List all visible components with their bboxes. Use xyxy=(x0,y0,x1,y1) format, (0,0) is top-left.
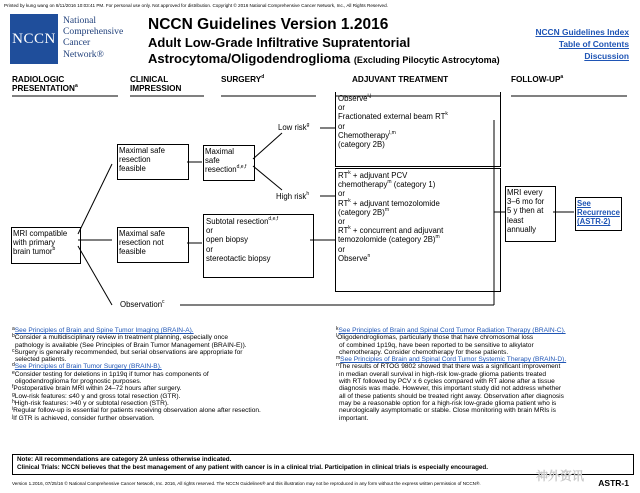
note-clinical-trials: Clinical Trials: NCCN believes that the best management of any patient with cancer is in a clinical trial. Participation in clinical trials is especially encouraged. xyxy=(17,463,489,471)
page-subtitle-2: Astrocytoma/Oligodendroglioma (Excluding Pilocytic Astrocytoma) xyxy=(148,51,500,66)
table-of-contents-link[interactable]: Table of Contents xyxy=(558,39,629,49)
footnote-a: $^a$See Principles of Brain and Spine Tumor Imaging (BRAIN-A). xyxy=(12,326,194,334)
high-risk-options-box: $RT^k$ + adjuvant PCV chemotherapy$^m$ (category 1) or $RT^k$ + adjuvant temozolomide (category 2B)$^m$ or $RT^k$ + concurrent and adjuvant temozolomide (category 2B)$^m$ or Observe$^n$ xyxy=(335,168,501,292)
footnote-n-cont7: important. xyxy=(339,414,369,422)
footnote-d: $^d$See Principles of Brain Tumor Surgery (BRAIN-B). xyxy=(12,362,162,371)
footnote-n: $^n$The results of RTOG 9802 showed that there was a significant improvement xyxy=(336,362,561,371)
max-safe-resection-box: Maximal safe resection$^{d,e,f}$ xyxy=(203,145,255,181)
footnote-e-cont: oligodendroglioma for prognostic purposes. xyxy=(15,378,142,386)
footnotes-left xyxy=(12,327,261,422)
footnote-l: $^l$Oligodendrogliomas, particularly those that have chromosomal loss xyxy=(336,333,534,342)
footnotes-right xyxy=(336,327,566,422)
footnote-b-cont: pathology is available (See Principles of Brain Tumor Management (BRAIN-E)). xyxy=(15,341,247,349)
header-surgery: SURGERY$^d$ xyxy=(221,74,265,84)
header-adjuvant: ADJUVANT TREATMENT xyxy=(352,75,449,84)
footnote-l-cont2: chemotherapy. Consider chemotherapy for these patients. xyxy=(339,348,509,356)
footnote-n-cont5: may be a reasonable option for a high-risk low-grade glioma patient who is xyxy=(339,399,557,407)
footnote-m: $^m$See Principles of Brain and Spinal Cord Tumor Systemic Therapy (BRAIN-D). xyxy=(336,355,567,364)
see-recurrence-link[interactable]: See Recurrence (ASTR-2) xyxy=(575,197,622,231)
header-clinical: CLINICAL IMPRESSION xyxy=(130,75,182,93)
footnote-n-cont4: all of these patients should be treated right away. Observation after diagnosis xyxy=(339,392,564,400)
mri-box: MRI compatible with primary brain tumor$^b$ xyxy=(11,227,81,264)
header-radiologic: RADIOLOGIC PRESENTATION$^a$ xyxy=(12,75,78,93)
footnote-c-cont: selected patients. xyxy=(15,356,67,364)
footnote-n-cont1: in median overall survival in high-risk low-grade glioma patients treated xyxy=(339,370,547,378)
footnote-j: $^j$If GTR is achieved, consider further observation. xyxy=(12,413,155,422)
subtotal-resection-box: Subtotal resection$^{d,e,f}$ or open biopsy or stereotactic biopsy xyxy=(203,214,314,278)
page-title: NCCN Guidelines Version 1.2016 xyxy=(148,16,389,33)
low-risk-label: Low risk$^g$ xyxy=(278,122,310,132)
footnote-n-cont6: neurologically asymptomatic or stable. Close monitoring with brain MRIs is xyxy=(339,407,556,415)
footnote-c: $^c$Surgery is generally recommended, but serial observations are appropriate for xyxy=(12,347,243,356)
followup-box: MRI every 3–6 mo for 5 y then at least annually xyxy=(505,186,556,242)
low-risk-options-box: Observe$^{i,j}$ or Fractionated external beam $RT^k$ or Chemotherapy$^{l,m}$ (category 2B) xyxy=(335,92,501,167)
print-banner: Printed by kung wang on 8/11/2016 10:03:41 PM. For personal use only. Not approved for distribution. Copyright © 2016 National Comprehensive Cancer Network, Inc., All Rights Reserved. xyxy=(4,3,388,8)
max-safe-not-feasible-box: Maximal safe resection not feasible xyxy=(117,227,189,263)
page-subtitle: Adult Low-Grade Infiltrative Supratentorial xyxy=(148,35,411,50)
page-id: ASTR-1 xyxy=(598,478,629,488)
footnote-b: $^b$Consider a multidisciplinary review in treatment planning, especially once xyxy=(12,333,229,342)
subtitle-note: (Excluding Pilocytic Astrocytoma) xyxy=(353,55,500,65)
observation-label: Observation$^c$ xyxy=(120,299,165,309)
footnote-g: $^g$Low-risk features: ≤40 y and gross total resection (GTR). xyxy=(12,391,181,400)
max-safe-feasible-box: Maximal safe resection feasible xyxy=(117,144,189,180)
logo-name: National Comprehensive Cancer Network® xyxy=(63,15,124,60)
footnote-h: $^h$High-risk features: >40 y or subtotal resection (STR). xyxy=(12,398,169,407)
footnote-n-cont2: with RT followed by PCV x 6 cycles compared with RT alone after a tissue xyxy=(339,378,555,386)
footnote-k: $^k$See Principles of Brain and Spinal Cord Tumor Radiation Therapy (BRAIN-C). xyxy=(336,326,566,334)
note-category: Note: All recommendations are category 2A unless otherwise indicated. xyxy=(17,456,232,463)
footnote-e: $^e$Consider testing for deletions in 1p19q if tumor has components of xyxy=(12,369,209,378)
copyright-footer: Version 1.2016, 07/25/16 © National Comprehensive Cancer Network, Inc. 2016, All rights reserved. The NCCN Guidelines® and this illustration may not be reproduced in any form without the express written permission of NCCN®. xyxy=(12,481,481,486)
footnote-i: $^i$Regular follow-up is essential for patients receiving observation alone after resection. xyxy=(12,406,261,415)
watermark: 神外资讯 xyxy=(536,469,585,483)
footnote-l-cont: of combined 1p19q, have been reported to be sensitive to alkylator xyxy=(339,341,534,349)
guidelines-index-link[interactable]: NCCN Guidelines Index xyxy=(535,27,629,37)
footnote-n-cont3: diagnosis was made. However, this important study did not address whether xyxy=(339,385,562,393)
high-risk-label: High risk$^h$ xyxy=(276,191,310,201)
logo-initials: NCCN xyxy=(10,14,58,64)
discussion-link[interactable]: Discussion xyxy=(584,51,629,61)
footnote-f: $^f$Postoperative brain MRI within 24–72 hours after surgery. xyxy=(12,384,182,393)
header-followup: FOLLOW-$UP^a$ xyxy=(511,74,564,84)
